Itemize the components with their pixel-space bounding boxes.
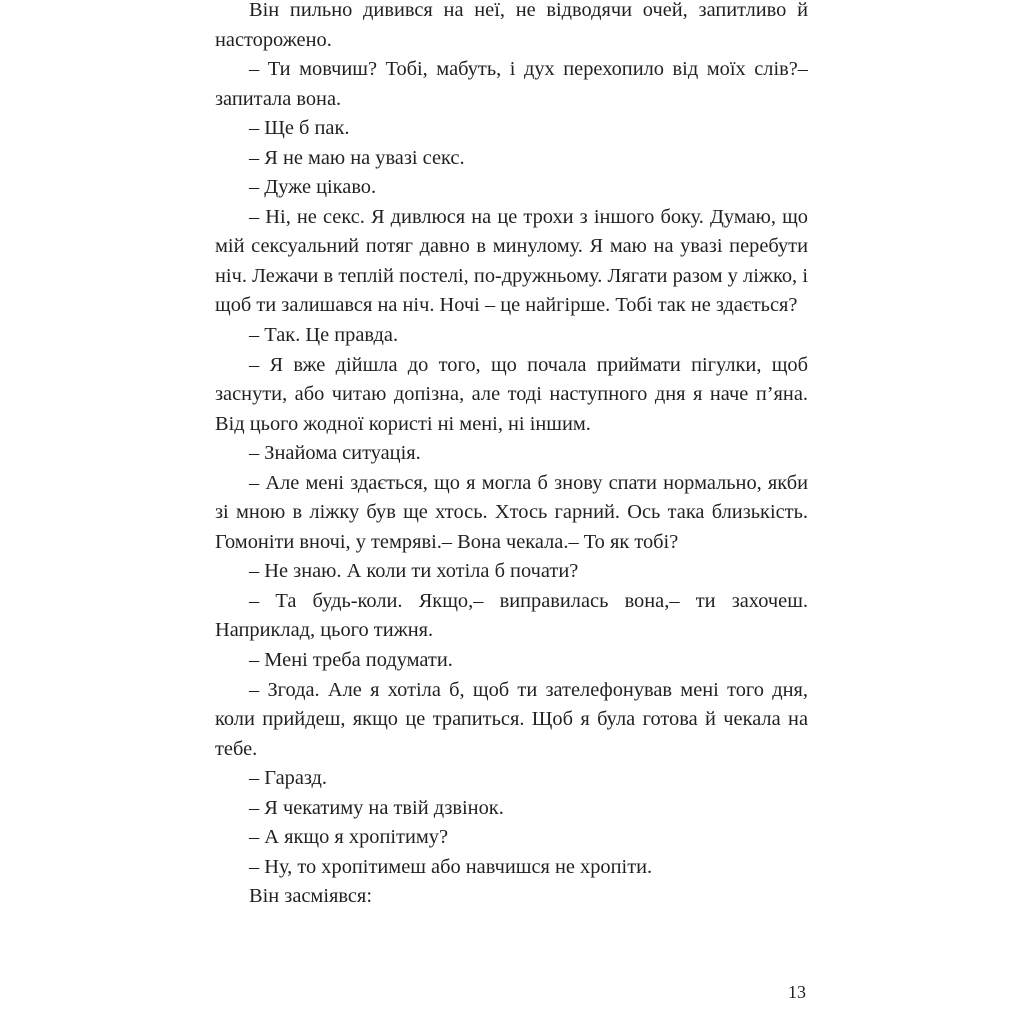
page-text-block xyxy=(215,0,808,912)
paragraph-dialogue: – Мені треба подумати. xyxy=(249,649,453,672)
paragraph-dialogue: – Дуже цікаво. xyxy=(249,176,377,199)
paragraph-dialogue: – Ти мовчиш? Тобі, мабуть, і дух перехопило від моїх слів?– запитала вона. xyxy=(215,58,808,110)
paragraph-dialogue: – Так. Це правда. xyxy=(249,324,399,347)
page-number: 13 xyxy=(788,982,806,1002)
paragraph-dialogue: – Я чекатиму на твій дзвінок. xyxy=(249,796,504,819)
paragraph-dialogue: – Не знаю. А коли ти хотіла б почати? xyxy=(249,560,579,583)
paragraph-dialogue: – Гаразд. xyxy=(249,767,328,790)
paragraph-dialogue: – Ще б пак. xyxy=(249,117,350,140)
paragraph-dialogue: – Згода. Але я хотіла б, щоб ти зателефонував мені того дня, коли прийдеш, якщо це трапиться. Щоб я була готова й чекала на тебе. xyxy=(215,678,808,760)
paragraph-dialogue: – Але мені здається, що я могла б знову спати нормально, якби зі мною в ліжку був ще хтось. Хтось гарний. Ось така близькість. Гомоніти вночі, у темряві.– Вона чекала.– То як тобі? xyxy=(215,471,808,553)
paragraph-narration: Він пильно дивився на неї, не відводячи очей, запитливо й насторожено. xyxy=(215,0,808,51)
paragraph-narration: Він засміявся: xyxy=(249,885,372,908)
paragraph-dialogue: – Знайома ситуація. xyxy=(249,442,421,465)
paragraph-dialogue: – Ну, то хропітимеш або навчишся не хропіти. xyxy=(249,855,653,878)
paragraph-dialogue: – Я не маю на увазі секс. xyxy=(249,146,465,169)
paragraph-dialogue: – Та будь-коли. Якщо,– виправилась вона,– ти захочеш. Наприклад, цього тижня. xyxy=(215,589,808,642)
paragraph-dialogue: – Я вже дійшла до того, що почала приймати пігулки, щоб заснути, або читаю допізна, але тоді наступного дня я наче п’яна. Від цього жодної користі ні мені, ні іншим. xyxy=(215,353,808,435)
paragraph-dialogue: – А якщо я хропітиму? xyxy=(249,826,449,849)
paragraph-dialogue: – Ні, не секс. Я дивлюся на це трохи з іншого боку. Думаю, що мій сексуальний потяг давно в минулому. Я маю на увазі перебути ніч. Лежачи в теплій постелі, по-дружньому. Лягати разом у ліжко, і щоб ти залишався на ніч. Ночі – це найгірше. Тобі так не здається? xyxy=(215,205,808,317)
